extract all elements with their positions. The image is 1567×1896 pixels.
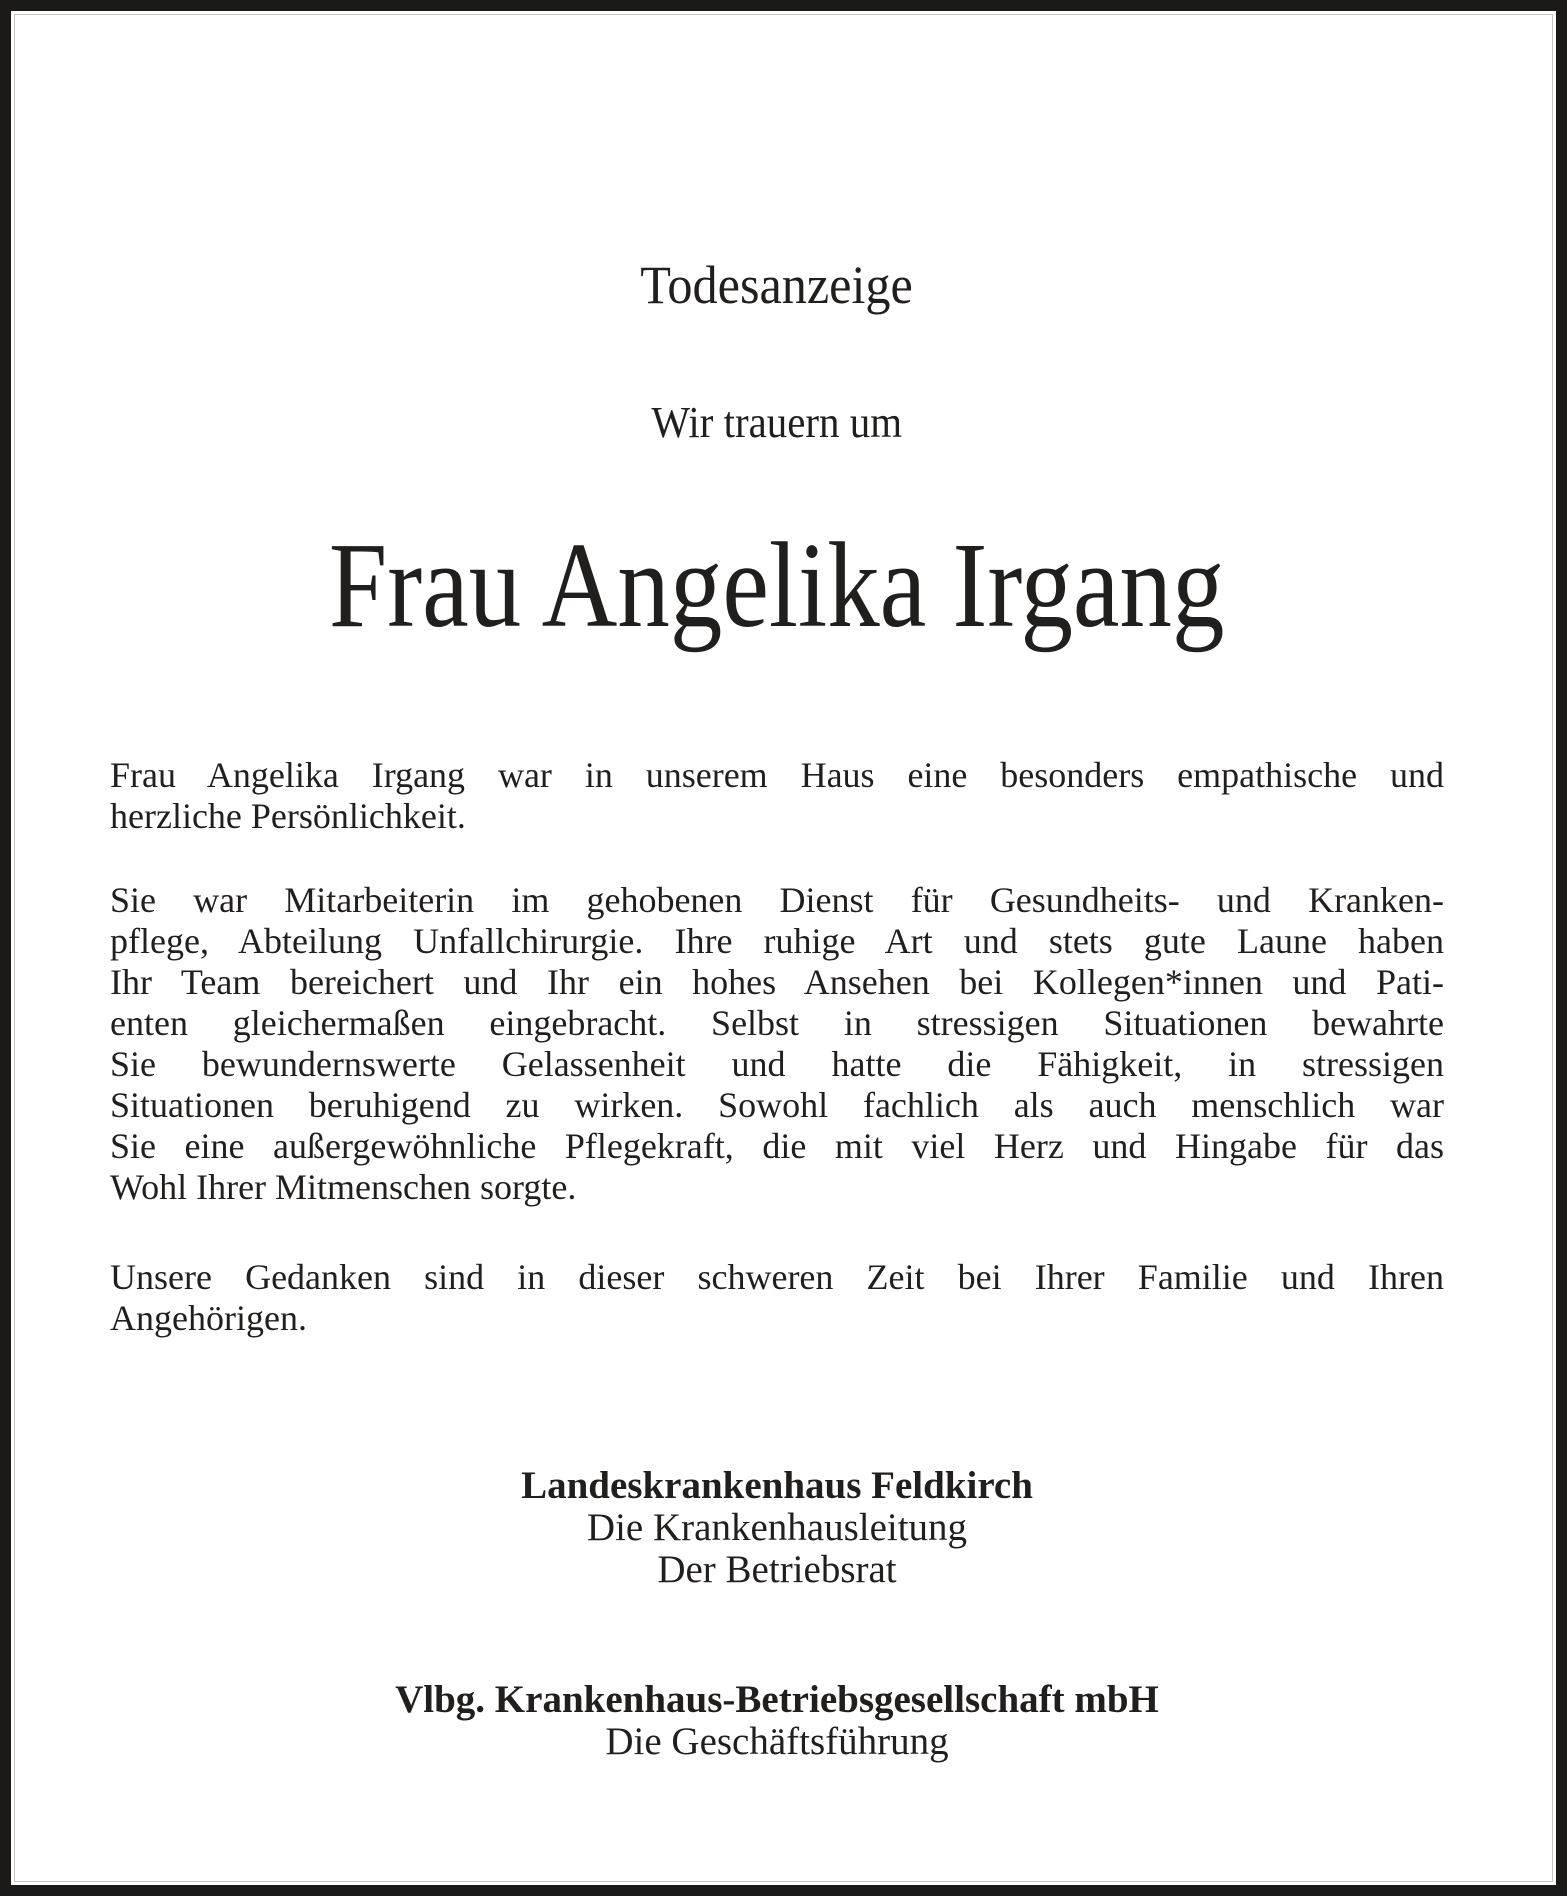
paragraph-line: Sie war Mitarbeiterin im gehobenen Dienst für Gesundheits- und Kranken-	[110, 880, 1444, 920]
signature-block-company	[110, 1679, 1444, 1763]
notice-title-text: Todesanzeige	[640, 255, 914, 315]
obituary-content	[11, 255, 1556, 1896]
paragraph-line: herzliche Persönlichkeit.	[110, 796, 466, 836]
paragraph-line: Sie eine außergewöhnliche Pflegekraft, die mit viel Herz und Hingabe für das	[110, 1126, 1444, 1166]
paragraph-line: enten gleichermaßen eingebracht. Selbst in stressigen Situationen bewahrte	[110, 1003, 1444, 1043]
signature-role: Die Geschäftsführung	[605, 1720, 949, 1763]
signature-role: Die Krankenhausleitung	[586, 1506, 968, 1549]
signature-role: Der Betriebsrat	[657, 1548, 897, 1591]
signature-org: Vlbg. Krankenhaus-Betriebsgesellschaft mbH	[395, 1678, 1159, 1721]
paragraph-main	[110, 880, 1444, 1208]
signature-org: Landeskrankenhaus Feldkirch	[521, 1464, 1033, 1507]
paragraph-line: Unsere Gedanken sind in dieser schweren Zeit bei Ihrer Familie und Ihren	[110, 1257, 1444, 1297]
paragraph-line: Ihr Team bereichert und Ihr ein hohes Ansehen bei Kollegen*innen und Pati-	[110, 962, 1444, 1002]
paragraph-condolence	[110, 1257, 1444, 1339]
deceased-name	[110, 518, 1444, 653]
signature-block-hospital	[110, 1465, 1444, 1591]
paragraph-line: Sie bewundernswerte Gelassenheit und hatte die Fähigkeit, in stressigen	[110, 1044, 1444, 1084]
notice-title	[110, 255, 1444, 315]
intro-line	[110, 399, 1444, 447]
intro-line-text: Wir trauern um	[651, 398, 903, 447]
paragraph-line: Wohl Ihrer Mitmenschen sorgte.	[110, 1167, 577, 1207]
paragraph-line: Situationen beruhigend zu wirken. Sowohl fachlich als auch menschlich war	[110, 1085, 1444, 1125]
deceased-name-text: Frau Angelika Irgang	[329, 518, 1225, 653]
paragraph-line: Frau Angelika Irgang war in unserem Haus eine besonders empathische und	[110, 755, 1444, 795]
paragraph-intro	[110, 755, 1444, 837]
paragraph-line: pflege, Abteilung Unfallchirurgie. Ihre ruhige Art und stets gute Laune haben	[110, 921, 1444, 961]
paragraph-line: Angehörigen.	[110, 1298, 307, 1338]
